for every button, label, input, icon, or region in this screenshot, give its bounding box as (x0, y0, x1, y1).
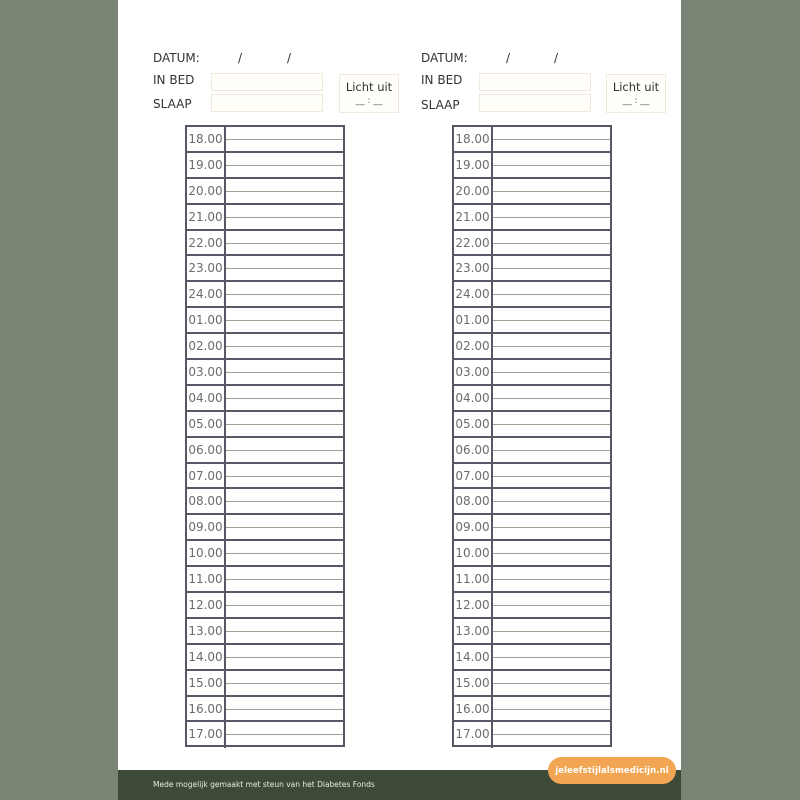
hour-row[interactable] (187, 308, 343, 334)
hour-label: 07.00 (187, 464, 226, 488)
hour-row[interactable] (454, 515, 610, 541)
half-hour-divider (226, 683, 343, 684)
half-hour-divider (226, 527, 343, 528)
hour-label: 08.00 (454, 489, 493, 513)
hour-label: 04.00 (454, 386, 493, 410)
hour-label: 07.00 (454, 464, 493, 488)
hour-row[interactable] (454, 205, 610, 231)
hour-label: 24.00 (454, 282, 493, 306)
half-hour-divider (226, 501, 343, 502)
hour-row[interactable] (187, 334, 343, 360)
lights-out-time: __ : __ (355, 96, 383, 106)
half-hour-divider (493, 243, 610, 244)
in-bed-field[interactable] (479, 73, 591, 91)
hour-label: 12.00 (454, 593, 493, 617)
hour-row[interactable] (454, 256, 610, 282)
hour-grid-right (452, 125, 612, 747)
hour-row[interactable] (454, 282, 610, 308)
hour-row[interactable] (187, 515, 343, 541)
hour-label: 02.00 (187, 334, 226, 358)
hour-row[interactable] (187, 489, 343, 515)
lights-out-label: Licht uit (345, 80, 393, 94)
sleep-label: SLAAP (421, 98, 460, 112)
hour-row[interactable] (454, 127, 610, 153)
date-separator: / (238, 51, 243, 65)
sleep-field[interactable] (211, 94, 323, 112)
half-hour-divider (226, 605, 343, 606)
half-hour-divider (226, 139, 343, 140)
half-hour-divider (226, 294, 343, 295)
hour-label: 22.00 (454, 231, 493, 255)
hour-row[interactable] (454, 697, 610, 723)
hour-row[interactable] (187, 256, 343, 282)
hour-label: 08.00 (187, 489, 226, 513)
hour-label: 13.00 (454, 619, 493, 643)
half-hour-divider (226, 191, 343, 192)
half-hour-divider (493, 294, 610, 295)
half-hour-divider (226, 709, 343, 710)
hour-label: 05.00 (187, 412, 226, 436)
half-hour-divider (493, 165, 610, 166)
hour-row[interactable] (187, 205, 343, 231)
half-hour-divider (493, 372, 610, 373)
half-hour-divider (226, 424, 343, 425)
hour-row[interactable] (454, 412, 610, 438)
hour-row[interactable] (187, 282, 343, 308)
hour-label: 20.00 (454, 179, 493, 203)
date-separator: / (554, 51, 559, 65)
hour-row[interactable] (187, 360, 343, 386)
half-hour-divider (493, 657, 610, 658)
half-hour-divider (226, 217, 343, 218)
hour-row[interactable] (187, 567, 343, 593)
hour-row[interactable] (187, 438, 343, 464)
hour-label: 01.00 (187, 308, 226, 332)
hour-row[interactable] (454, 722, 610, 748)
hour-row[interactable] (454, 567, 610, 593)
hour-row[interactable] (187, 671, 343, 697)
sleep-diary-page (118, 0, 681, 800)
lights-out-box[interactable] (606, 74, 666, 113)
hour-row[interactable] (454, 541, 610, 567)
date-label: DATUM: (153, 51, 200, 65)
half-hour-divider (226, 268, 343, 269)
hour-row[interactable] (454, 645, 610, 671)
lights-out-label: Licht uit (612, 80, 660, 94)
half-hour-divider (493, 346, 610, 347)
hour-label: 09.00 (187, 515, 226, 539)
half-hour-divider (493, 320, 610, 321)
hour-row[interactable] (454, 308, 610, 334)
hour-label: 13.00 (187, 619, 226, 643)
hour-label: 22.00 (187, 231, 226, 255)
hour-row[interactable] (454, 334, 610, 360)
hour-row[interactable] (454, 386, 610, 412)
website-badge[interactable]: jeleefstijlalsmedicijn.nl (548, 757, 676, 784)
hour-row[interactable] (187, 127, 343, 153)
hour-label: 20.00 (187, 179, 226, 203)
half-hour-divider (493, 450, 610, 451)
half-hour-divider (493, 734, 610, 735)
half-hour-divider (493, 424, 610, 425)
hour-row[interactable] (187, 593, 343, 619)
hour-row[interactable] (187, 153, 343, 179)
half-hour-divider (493, 631, 610, 632)
half-hour-divider (226, 579, 343, 580)
hour-label: 19.00 (187, 153, 226, 177)
half-hour-divider (226, 346, 343, 347)
hour-label: 16.00 (454, 697, 493, 721)
hour-grid-left (185, 125, 345, 747)
hour-label: 21.00 (454, 205, 493, 229)
half-hour-divider (493, 527, 610, 528)
hour-row[interactable] (454, 438, 610, 464)
hour-row[interactable] (454, 489, 610, 515)
half-hour-divider (226, 372, 343, 373)
in-bed-label: IN BED (153, 73, 195, 87)
in-bed-label: IN BED (421, 73, 463, 87)
sleep-label: SLAAP (153, 97, 192, 111)
hour-label: 12.00 (187, 593, 226, 617)
hour-row[interactable] (187, 231, 343, 257)
hour-label: 16.00 (187, 697, 226, 721)
half-hour-divider (226, 734, 343, 735)
diary-header-right (386, 0, 660, 120)
hour-label: 17.00 (454, 722, 493, 748)
hour-row[interactable] (187, 697, 343, 723)
hour-label: 03.00 (454, 360, 493, 384)
hour-label: 03.00 (187, 360, 226, 384)
hour-label: 15.00 (454, 671, 493, 695)
hour-label: 10.00 (454, 541, 493, 565)
hour-row[interactable] (187, 464, 343, 490)
hour-row[interactable] (187, 386, 343, 412)
hour-row[interactable] (187, 645, 343, 671)
hour-label: 18.00 (187, 127, 226, 151)
half-hour-divider (493, 605, 610, 606)
hour-label: 15.00 (187, 671, 226, 695)
half-hour-divider (493, 268, 610, 269)
half-hour-divider (226, 320, 343, 321)
date-separator: / (287, 51, 292, 65)
hour-label: 14.00 (454, 645, 493, 669)
half-hour-divider (493, 217, 610, 218)
date-separator: / (506, 51, 511, 65)
hour-row[interactable] (454, 231, 610, 257)
half-hour-divider (226, 398, 343, 399)
hour-label: 24.00 (187, 282, 226, 306)
hour-label: 17.00 (187, 722, 226, 748)
hour-label: 10.00 (187, 541, 226, 565)
hour-row[interactable] (454, 153, 610, 179)
hour-label: 01.00 (454, 308, 493, 332)
hour-label: 04.00 (187, 386, 226, 410)
diary-header-left (118, 0, 393, 120)
hour-label: 11.00 (454, 567, 493, 591)
hour-label: 02.00 (454, 334, 493, 358)
half-hour-divider (493, 476, 610, 477)
half-hour-divider (226, 553, 343, 554)
half-hour-divider (493, 709, 610, 710)
half-hour-divider (226, 476, 343, 477)
in-bed-field[interactable] (211, 73, 323, 91)
half-hour-divider (493, 501, 610, 502)
half-hour-divider (226, 657, 343, 658)
half-hour-divider (493, 191, 610, 192)
hour-label: 23.00 (187, 256, 226, 280)
sleep-field[interactable] (479, 94, 591, 112)
hour-row[interactable] (454, 464, 610, 490)
hour-row[interactable] (454, 360, 610, 386)
hour-label: 18.00 (454, 127, 493, 151)
hour-label: 06.00 (187, 438, 226, 462)
hour-label: 21.00 (187, 205, 226, 229)
half-hour-divider (493, 139, 610, 140)
half-hour-divider (226, 631, 343, 632)
half-hour-divider (493, 579, 610, 580)
hour-label: 11.00 (187, 567, 226, 591)
hour-row[interactable] (187, 412, 343, 438)
hour-label: 14.00 (187, 645, 226, 669)
hour-label: 05.00 (454, 412, 493, 436)
hour-label: 23.00 (454, 256, 493, 280)
date-label: DATUM: (421, 51, 468, 65)
hour-row[interactable] (454, 179, 610, 205)
hour-row[interactable] (454, 671, 610, 697)
hour-label: 19.00 (454, 153, 493, 177)
half-hour-divider (226, 243, 343, 244)
hour-row[interactable] (187, 179, 343, 205)
half-hour-divider (493, 683, 610, 684)
half-hour-divider (493, 398, 610, 399)
half-hour-divider (226, 165, 343, 166)
hour-row[interactable] (454, 593, 610, 619)
hour-row[interactable] (454, 619, 610, 645)
hour-label: 09.00 (454, 515, 493, 539)
hour-label: 06.00 (454, 438, 493, 462)
hour-row[interactable] (187, 541, 343, 567)
lights-out-time: __ : __ (622, 96, 650, 106)
half-hour-divider (226, 450, 343, 451)
hour-row[interactable] (187, 722, 343, 748)
footer-credit: Mede mogelijk gemaakt met steun van het Diabetes Fonds (153, 780, 375, 789)
hour-row[interactable] (187, 619, 343, 645)
half-hour-divider (493, 553, 610, 554)
